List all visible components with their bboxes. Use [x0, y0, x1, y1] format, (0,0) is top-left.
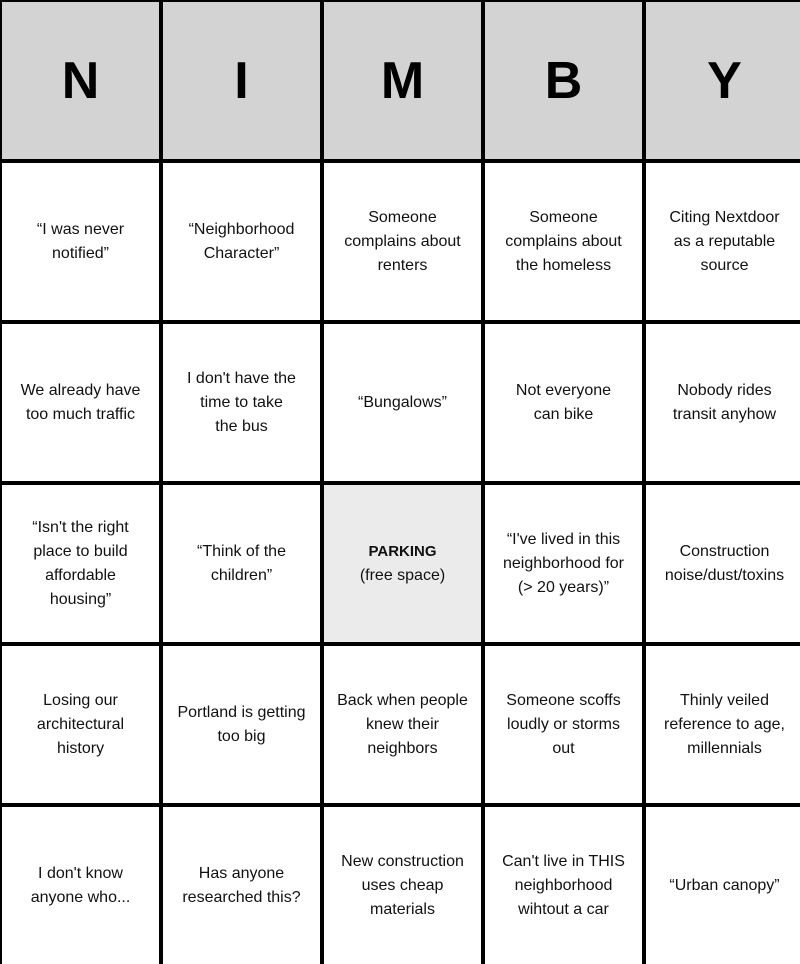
header-letter-y: Y: [646, 2, 800, 159]
bingo-square[interactable]: “Think of the children”: [163, 485, 320, 642]
bingo-square[interactable]: Someone scoffs loudly or storms out: [485, 646, 642, 803]
bingo-square[interactable]: Portland is getting too big: [163, 646, 320, 803]
bingo-square[interactable]: I don't know anyone who...: [2, 807, 159, 964]
bingo-square[interactable]: “I was never notified”: [2, 163, 159, 320]
bingo-square[interactable]: New construction uses cheap materials: [324, 807, 481, 964]
bingo-square[interactable]: “Urban canopy”: [646, 807, 800, 964]
bingo-square[interactable]: Losing our architectural history: [2, 646, 159, 803]
bingo-square[interactable]: Someone complains about the homeless: [485, 163, 642, 320]
header-letter-i: I: [163, 2, 320, 159]
free-space-square[interactable]: [324, 485, 481, 642]
bingo-square[interactable]: “Isn't the right place to build affordable housing”: [2, 485, 159, 642]
bingo-square[interactable]: Nobody rides transit anyhow: [646, 324, 800, 481]
bingo-square[interactable]: Someone complains about renters: [324, 163, 481, 320]
bingo-square[interactable]: Thinly veiled reference to age, millennials: [646, 646, 800, 803]
header-letter-b: B: [485, 2, 642, 159]
bingo-square[interactable]: Not everyone can bike: [485, 324, 642, 481]
bingo-square[interactable]: “Bungalows”: [324, 324, 481, 481]
free-space-subtitle: (free space): [359, 566, 446, 584]
bingo-square[interactable]: Has anyone researched this?: [163, 807, 320, 964]
bingo-square[interactable]: “I've lived in this neighborhood for (> 20 years)”: [485, 485, 642, 642]
bingo-square[interactable]: Can't live in THIS neighborhood wihtout a car: [485, 807, 642, 964]
bingo-square[interactable]: We already have too much traffic: [2, 324, 159, 481]
bingo-square[interactable]: “Neighborhood Character”: [163, 163, 320, 320]
bingo-square[interactable]: Back when people knew their neighbors: [324, 646, 481, 803]
header-letter-n: N: [2, 2, 159, 159]
bingo-square[interactable]: I don't have the time to take the bus: [163, 324, 320, 481]
bingo-square[interactable]: Construction noise/dust/toxins: [646, 485, 800, 642]
free-space-title: PARKING: [368, 542, 437, 560]
bingo-square[interactable]: Citing Nextdoor as a reputable source: [646, 163, 800, 320]
header-letter-m: M: [324, 2, 481, 159]
